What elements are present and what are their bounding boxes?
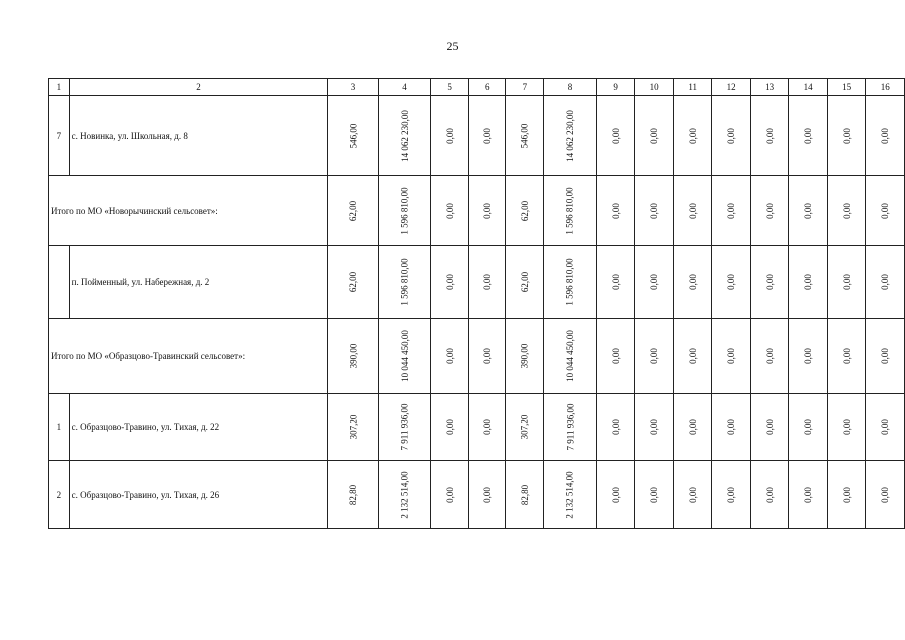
value-cell [596, 176, 635, 246]
value-text: 1 596 810,00 [399, 186, 410, 235]
value-cell [431, 176, 469, 246]
value-text: 0,00 [841, 127, 852, 144]
value-cell [827, 394, 866, 461]
value-cell [596, 246, 635, 319]
value-cell [635, 461, 674, 529]
value-text: 1 596 810,00 [565, 258, 576, 306]
value-text: 1 596 810,00 [399, 258, 410, 306]
value-text: 0,00 [444, 127, 455, 144]
value-cell [596, 461, 635, 529]
value-text: 0,00 [803, 486, 814, 503]
row-number: 2 [49, 461, 70, 529]
value-text: 0,00 [482, 486, 493, 503]
value-text: 62,00 [519, 271, 530, 293]
value-text: 14 062 230,00 [399, 109, 410, 162]
value-text: 0,00 [482, 127, 493, 144]
value-cell [866, 246, 905, 319]
value-cell [866, 461, 905, 529]
value-cell [468, 96, 506, 176]
value-text: 62,00 [347, 200, 358, 221]
value-cell [712, 246, 751, 319]
column-header: 8 [544, 79, 597, 96]
value-text: 390,00 [347, 343, 358, 369]
value-text: 0,00 [803, 274, 814, 290]
value-cell [827, 461, 866, 529]
value-cell [827, 319, 866, 394]
value-text: 0,00 [764, 274, 775, 290]
table-row [49, 246, 905, 319]
value-cell [378, 319, 431, 394]
value-cell [431, 319, 469, 394]
value-text: 0,00 [610, 486, 621, 503]
value-cell [328, 461, 378, 529]
value-text: 0,00 [687, 419, 698, 435]
value-cell [750, 96, 789, 176]
address-cell: с. Образцово-Травино, ул. Тихая, д. 22 [69, 394, 328, 461]
value-text: 2 132 514,00 [565, 470, 576, 519]
value-text: 0,00 [764, 127, 775, 144]
value-text: 0,00 [841, 486, 852, 503]
value-text: 0,00 [880, 202, 891, 219]
value-text: 7 911 936,00 [565, 403, 576, 451]
column-header: 15 [827, 79, 866, 96]
value-text: 0,00 [764, 419, 775, 435]
value-text: 0,00 [687, 127, 698, 144]
value-cell [789, 96, 828, 176]
value-text: 1 596 810,00 [565, 186, 576, 235]
value-cell [328, 319, 378, 394]
value-cell [635, 319, 674, 394]
value-cell [328, 176, 378, 246]
value-cell [827, 176, 866, 246]
value-text: 0,00 [687, 486, 698, 503]
value-text: 0,00 [482, 419, 493, 435]
value-text: 0,00 [687, 202, 698, 219]
value-text: 14 062 230,00 [565, 109, 576, 162]
column-header: 16 [866, 79, 905, 96]
value-cell [506, 246, 544, 319]
value-text: 0,00 [649, 348, 660, 364]
value-text: 0,00 [841, 419, 852, 435]
value-cell [750, 176, 789, 246]
value-text: 0,00 [482, 274, 493, 290]
column-header: 5 [431, 79, 469, 96]
row-number: 7 [49, 96, 70, 176]
value-text: 0,00 [880, 486, 891, 503]
value-text: 0,00 [803, 419, 814, 435]
value-cell [596, 96, 635, 176]
value-cell [673, 176, 712, 246]
data-table [48, 78, 905, 529]
address-cell: с. Новинка, ул. Школьная, д. 8 [69, 96, 328, 176]
page-number: 25 [446, 39, 459, 53]
column-header: 4 [378, 79, 431, 96]
value-text: 0,00 [764, 202, 775, 219]
value-text: 0,00 [649, 274, 660, 290]
value-text: 0,00 [649, 486, 660, 503]
value-text: 0,00 [610, 274, 621, 290]
value-cell [378, 461, 431, 529]
value-text: 0,00 [726, 127, 737, 144]
value-cell [544, 176, 597, 246]
value-text: 0,00 [482, 348, 493, 364]
value-cell [673, 246, 712, 319]
value-text: 0,00 [444, 274, 455, 290]
value-cell [596, 319, 635, 394]
value-text: 390,00 [519, 343, 530, 369]
value-text: 0,00 [444, 202, 455, 219]
value-text: 0,00 [803, 348, 814, 364]
value-text: 82,80 [347, 484, 358, 505]
value-cell [378, 246, 431, 319]
row-number [49, 246, 70, 319]
value-text: 0,00 [610, 127, 621, 144]
column-header: 6 [468, 79, 506, 96]
value-cell [789, 176, 828, 246]
value-text: 0,00 [841, 274, 852, 290]
value-text: 546,00 [347, 123, 358, 148]
address-cell: с. Образцово-Травино, ул. Тихая, д. 26 [69, 461, 328, 529]
table-row [49, 394, 905, 461]
value-text: 10 044 450,00 [399, 330, 410, 382]
value-text: 0,00 [841, 202, 852, 219]
value-cell [750, 394, 789, 461]
column-header: 7 [506, 79, 544, 96]
header-row [49, 79, 905, 96]
column-header: 3 [328, 79, 378, 96]
value-cell [431, 96, 469, 176]
value-cell [635, 96, 674, 176]
value-cell [468, 246, 506, 319]
value-cell [635, 176, 674, 246]
value-cell [544, 394, 597, 461]
subtotal-row [49, 319, 905, 394]
value-cell [328, 96, 378, 176]
value-cell [866, 394, 905, 461]
value-cell [431, 394, 469, 461]
value-text: 0,00 [444, 419, 455, 435]
value-text: 7 911 936,00 [399, 403, 410, 451]
value-cell [827, 96, 866, 176]
value-cell [750, 319, 789, 394]
value-cell [712, 394, 751, 461]
value-text: 0,00 [444, 348, 455, 364]
value-text: 0,00 [841, 348, 852, 364]
value-cell [673, 394, 712, 461]
value-cell [635, 246, 674, 319]
value-cell [789, 246, 828, 319]
value-text: 0,00 [726, 348, 737, 364]
value-text: 0,00 [726, 486, 737, 503]
value-text: 0,00 [610, 202, 621, 219]
column-header: 2 [69, 79, 328, 96]
value-cell [673, 96, 712, 176]
value-text: 0,00 [649, 419, 660, 435]
value-text: 0,00 [444, 486, 455, 503]
table-row [49, 461, 905, 529]
value-cell [468, 319, 506, 394]
value-cell [789, 394, 828, 461]
value-text: 0,00 [726, 202, 737, 219]
value-text: 307,20 [519, 414, 530, 440]
value-cell [328, 246, 378, 319]
value-cell [431, 246, 469, 319]
value-text: 0,00 [726, 419, 737, 435]
value-text: 0,00 [880, 348, 891, 364]
value-text: 0,00 [880, 419, 891, 435]
value-cell [866, 319, 905, 394]
value-cell [431, 461, 469, 529]
value-cell [328, 394, 378, 461]
subtotal-row [49, 176, 905, 246]
value-cell [506, 394, 544, 461]
subtotal-label: Итого по МО «Новорычинский сельсовет»: [49, 176, 328, 246]
value-text: 62,00 [347, 271, 358, 293]
value-text: 62,00 [519, 200, 530, 221]
column-header: 14 [789, 79, 828, 96]
value-cell [506, 96, 544, 176]
value-cell [468, 461, 506, 529]
value-cell [789, 319, 828, 394]
value-text: 546,00 [519, 123, 530, 148]
value-text: 0,00 [880, 274, 891, 290]
value-text: 307,20 [347, 414, 358, 440]
value-cell [866, 176, 905, 246]
subtotal-label: Итого по МО «Образцово-Травинский сельсовет»: [49, 319, 328, 394]
value-text: 0,00 [726, 274, 737, 290]
value-text: 0,00 [764, 348, 775, 364]
value-text: 0,00 [880, 127, 891, 144]
row-number: 1 [49, 394, 70, 461]
value-cell [827, 246, 866, 319]
value-text: 10 044 450,00 [565, 330, 576, 382]
value-text: 0,00 [764, 486, 775, 503]
value-text: 0,00 [803, 202, 814, 219]
value-cell [544, 246, 597, 319]
value-text: 0,00 [610, 419, 621, 435]
value-cell [378, 394, 431, 461]
value-cell [712, 176, 751, 246]
value-cell [750, 461, 789, 529]
value-cell [712, 319, 751, 394]
value-text: 0,00 [482, 202, 493, 219]
value-cell [596, 394, 635, 461]
value-text: 2 132 514,00 [399, 470, 410, 519]
value-cell [544, 319, 597, 394]
value-cell [506, 176, 544, 246]
value-cell [712, 461, 751, 529]
column-header: 1 [49, 79, 70, 96]
address-cell: п. Пойменный, ул. Набережная, д. 2 [69, 246, 328, 319]
value-cell [544, 461, 597, 529]
column-header: 13 [750, 79, 789, 96]
value-text: 0,00 [687, 348, 698, 364]
value-text: 0,00 [803, 127, 814, 144]
value-cell [750, 246, 789, 319]
value-cell [544, 96, 597, 176]
value-cell [789, 461, 828, 529]
value-text: 82,80 [519, 484, 530, 505]
value-cell [635, 394, 674, 461]
value-cell [673, 319, 712, 394]
value-cell [712, 96, 751, 176]
table-row [49, 96, 905, 176]
column-header: 12 [712, 79, 751, 96]
column-header: 11 [673, 79, 712, 96]
value-cell [468, 394, 506, 461]
value-cell [506, 461, 544, 529]
value-text: 0,00 [649, 127, 660, 144]
value-text: 0,00 [610, 348, 621, 364]
value-cell [506, 319, 544, 394]
value-text: 0,00 [687, 274, 698, 290]
value-cell [378, 96, 431, 176]
value-cell [468, 176, 506, 246]
column-header: 10 [635, 79, 674, 96]
value-cell [673, 461, 712, 529]
column-header: 9 [596, 79, 635, 96]
value-cell [866, 96, 905, 176]
value-cell [378, 176, 431, 246]
value-text: 0,00 [649, 202, 660, 219]
